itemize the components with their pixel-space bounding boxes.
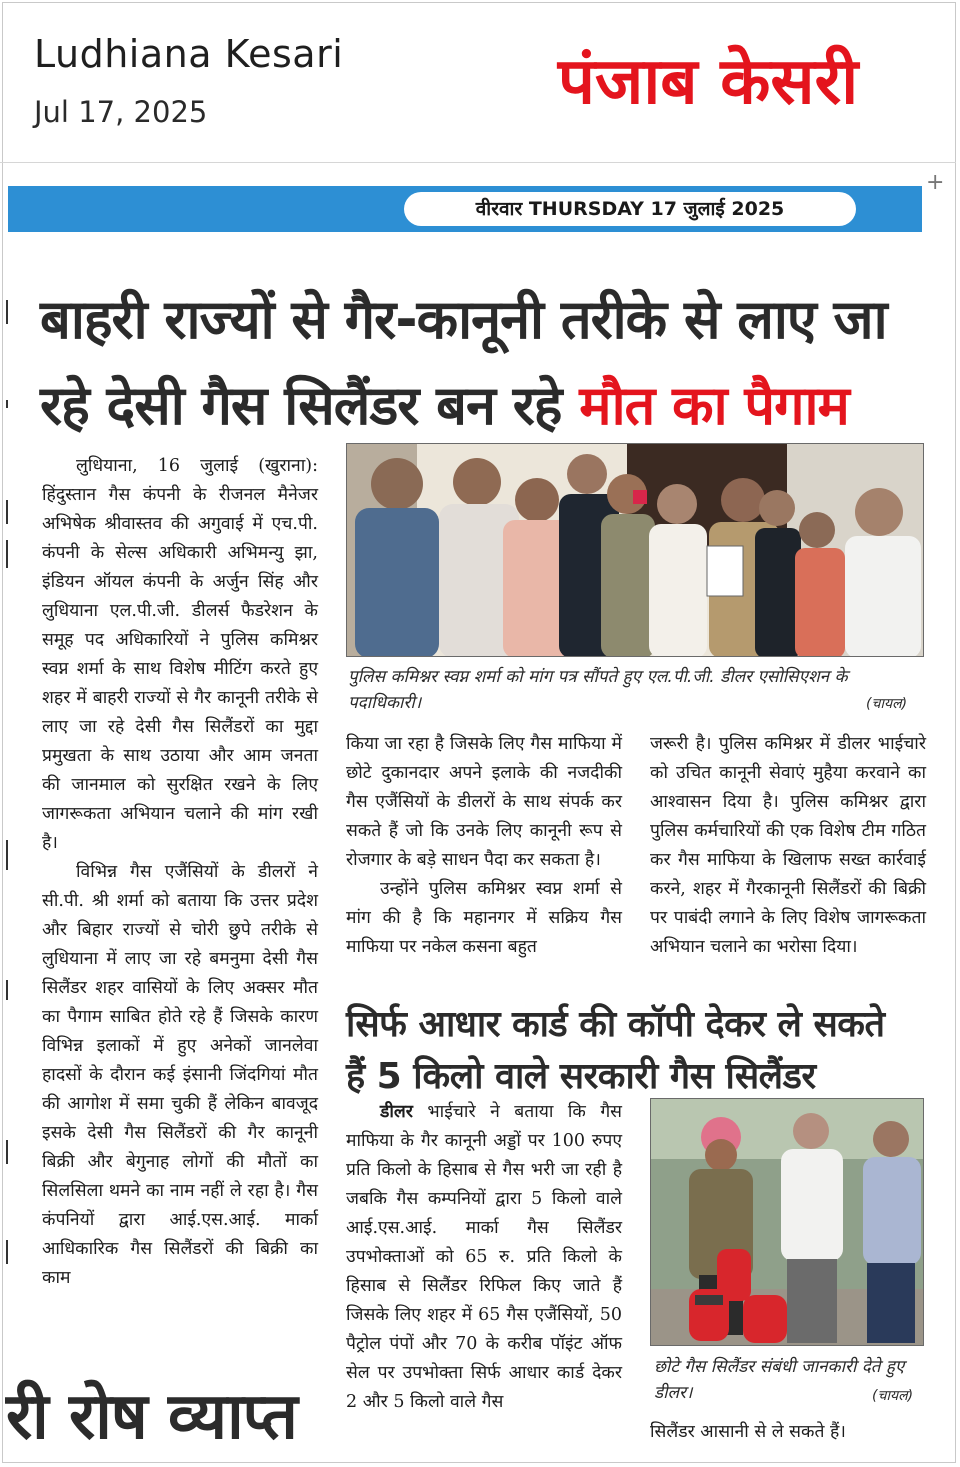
- source-date: Jul 17, 2025: [34, 95, 208, 129]
- main-headline-line2: [40, 366, 924, 440]
- article-column-mid: [346, 730, 622, 962]
- dealers-photo-illustration: [651, 1099, 924, 1346]
- headline-red-part: मौत का पैगाम: [579, 374, 849, 437]
- main-headline-line1: बाहरी राज्यों से गैर-कानूनी तरीके से लाए जा: [40, 288, 887, 351]
- dealers-photo: [650, 1098, 924, 1346]
- article-column-left: [42, 452, 318, 1293]
- sub-headline-line1: सिर्फ आधार कार्ड की कॉपी देकर ले सकते: [346, 1004, 885, 1045]
- article-paragraph: किया जा रहा है जिसके लिए गैस माफिया में छोटे दुकानदार अपने इलाके की नजदीकी गैस एजैंसियों के डीलरों के साथ संपर्क कर सकते हैं जो कि उनके लिए कानूनी रूप से रोजगार के बड़े साधन पैदा कर सकता है।: [346, 734, 622, 870]
- sub-story-lead-word: डीलर: [380, 1102, 413, 1122]
- photo1-credit: (चायल): [866, 696, 908, 712]
- article-column-right: [650, 730, 926, 962]
- meeting-photo-illustration: [347, 444, 924, 657]
- adjacent-headline-fragment: री रोष व्याप्त: [6, 1380, 297, 1454]
- sub-story-body: भाईचारे ने बताया कि गैस माफिया के गैर कानूनी अड्डों पर 100 रुपए प्रति किलो के हिसाब से गैस भरी जा रही है जबकि गैस कम्पनियों द्वारा 5 किलो वाले आई.एस.आई. मार्का गैस सिलैंडर उपभोक्ताओं को 65 रु. प्रति किलो के हिसाब से सिलैंडर रिफिल किए जाते हैं जिसके लिए शहर में 65 गैस एजैंसियों, 50 पैट्रोल पंपों और 70 के करीब पॉइंट ऑफ सेल पर उपभोक्ता सिर्फ आधार कार्ड देकर 2 और 5 किलो वाले गैस: [346, 1102, 622, 1412]
- crop-mark-icon: +: [926, 170, 945, 195]
- newspaper-masthead: पंजाब केसरी: [557, 45, 859, 119]
- sub-headline-line2: हैं 5 किलो वाले सरकारी गैस सिलैंडर: [346, 1056, 816, 1097]
- header-divider: [0, 162, 956, 163]
- article-paragraph: जरूरी है। पुलिस कमिश्नर में डीलर भाईचारे को उचित कानूनी सेवाएं मुहैया करवाने का आश्वासन दिया है। पुलिस कमिश्नर द्वारा पुलिस कर्मचारियों की एक विशेष टीम गठित कर गैस माफिया के खिलाफ सख्त कार्रवाई करने, शहर में गैरकानूनी सिलैंडरों की बिक्री पर पाबंदी लगाने के लिए विशेष जागरूकता अभियान चलाने का भरोसा दिया।: [650, 734, 926, 957]
- photo2-caption: छोटे गैस सिलैंडर संबंधी जानकारी देते हुए डीलर।: [654, 1357, 905, 1403]
- source-title: Ludhiana Kesari: [34, 32, 344, 76]
- sub-story-paragraph: [346, 1098, 622, 1417]
- sub-story-column: [346, 1098, 622, 1417]
- date-bar-text: वीरवार THURSDAY 17 जुलाई 2025: [404, 192, 856, 226]
- headline-black-part: रहे देसी गैस सिलैंडर बन रहे: [40, 374, 580, 437]
- sub-story-continuation: सिलैंडर आसानी से ले सकते हैं।: [650, 1422, 846, 1442]
- article-paragraph: उन्होंने पुलिस कमिश्नर स्वप्न शर्मा से मांग की है कि महानगर में सक्रिय गैस माफिया पर नकेल कसना बहुत: [346, 879, 622, 957]
- article-paragraph: लुधियाना, 16 जुलाई (खुराना): हिंदुस्तान गैस कंपनी के रीजनल मैनेजर अभिषेक श्रीवास्तव की अगुवाई में एच.पी. कंपनी के सेल्स अधिकारी अभिमन्यु झा, इंडियन ऑयल कंपनी के अर्जुन सिंह और लुधियाना एल.पी.जी. डीलर्स फैडरेशन के समूह पद अधिकारियों ने पुलिस कमिश्नर स्वप्न शर्मा के साथ विशेष मीटिंग करते हुए शहर में बाहरी राज्यों से गैर कानूनी तरीके से लाए जा रहे देसी गैस सिलैंडरों का मुद्दा प्रमुखता के साथ उठाया और आम जनता की जानमाल को सुरक्षित रखने के लिए जागरूकता अभियान चलाने की मांग रखी है।: [42, 456, 318, 853]
- left-edge-fragments: [2, 280, 10, 1280]
- meeting-photo: [346, 443, 924, 657]
- article-paragraph: विभिन्न गैस एजैंसियों के डीलरों ने सी.पी. श्री शर्मा को बताया कि उत्तर प्रदेश और बिहार राज्यों से चोरी छुपे तरीके से लुधियाना में लाए जा रहे बमनुमा देसी गैस सिलैंडर शहर वासियों के लिए अक्सर मौत का पैगाम साबित होते रहे हैं जिसके कारण विभिन्न इलाकों में हुए अनेकों जानलेवा हादसों के दौरान कई इंसानी जिंदगियां मौत की आगोश में समा चुकी हैं लेकिन बावजूद इसके देसी गैस सिलैंडरों की गैर कानूनी बिक्री और बेगुनाह लोगों की मौतों का सिलसिला थमने का नाम नहीं ले रहा है। गैस कंपनियों द्वारा आई.एस.आई. मार्का आधिकारिक गैस सिलैंडरों की बिक्री का काम: [42, 862, 318, 1288]
- photo1-caption: पुलिस कमिश्नर स्वप्न शर्मा को मांग पत्र सौंपते हुए एल.पी.जी. डीलर एसोसिएशन के पदाधिकारी।: [348, 667, 848, 713]
- photo2-credit: (चायल): [872, 1388, 914, 1404]
